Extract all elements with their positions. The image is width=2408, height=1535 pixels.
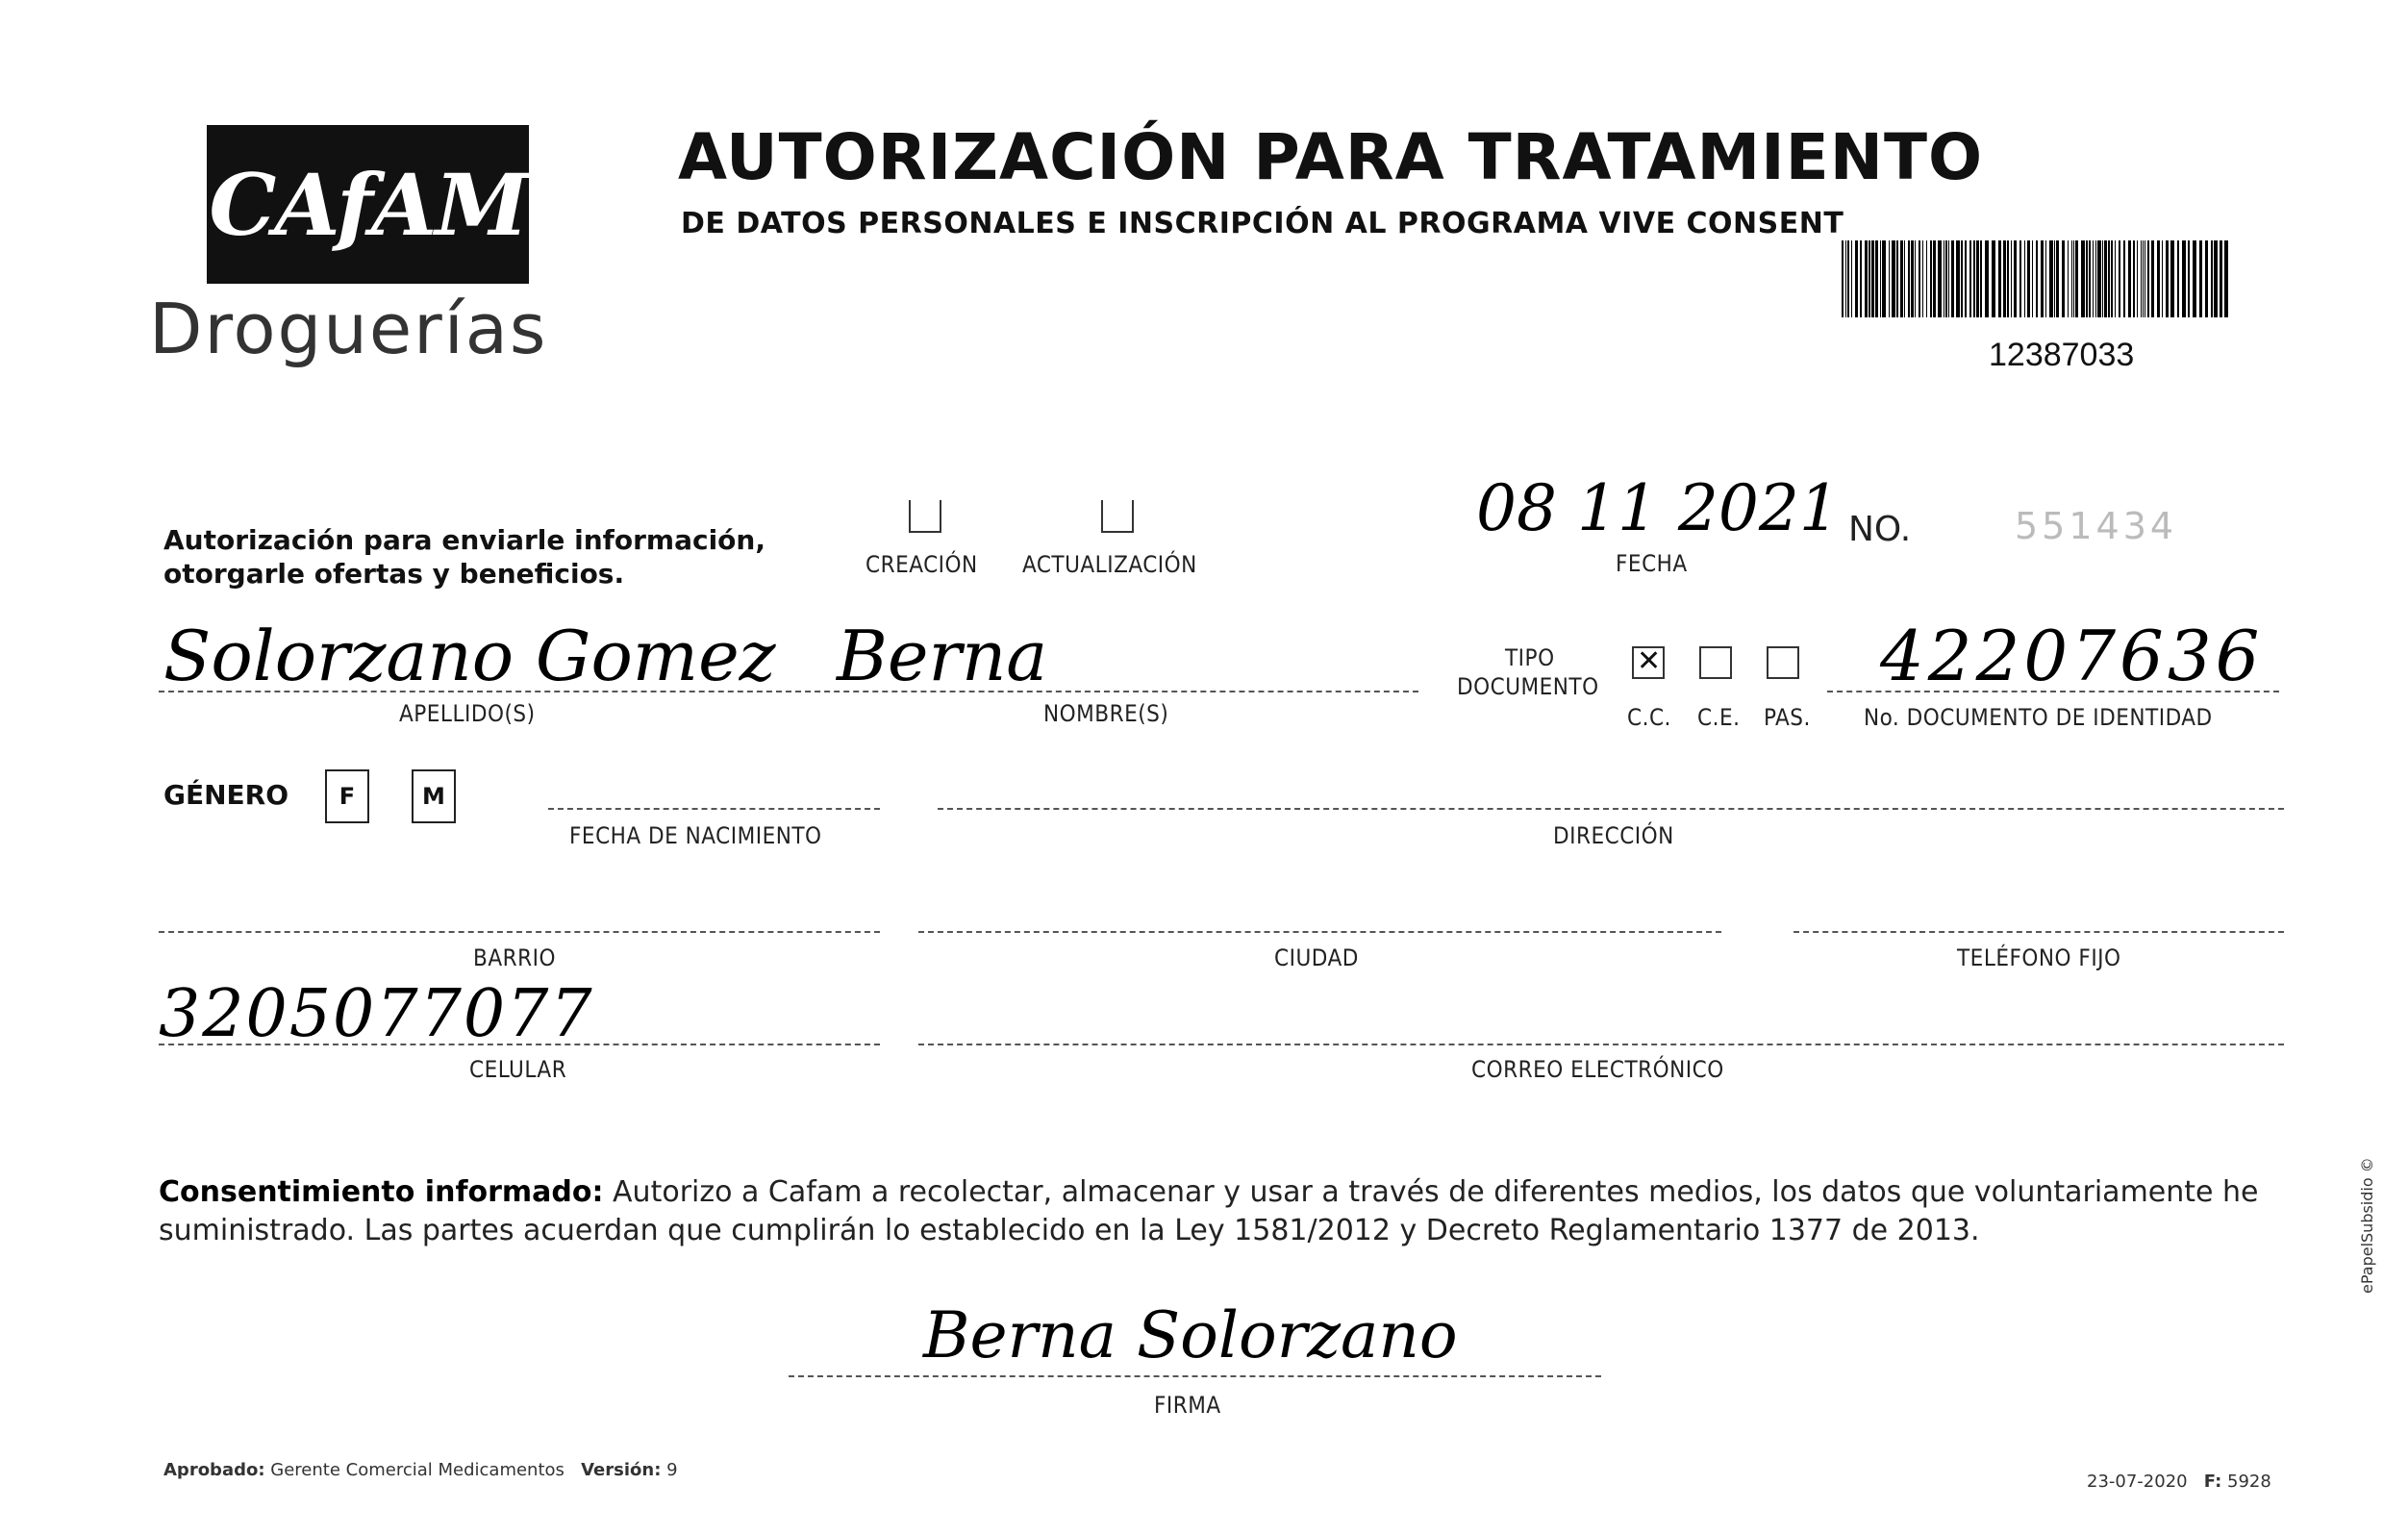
telefono-line — [1793, 931, 2284, 933]
footer-approved — [163, 1460, 678, 1480]
direccion-line — [938, 808, 2284, 810]
intro-line-2: otorgarle ofertas y beneficios. — [163, 558, 625, 590]
no-label: NO. — [1848, 510, 1912, 549]
direccion-label: DIRECCIÓN — [1553, 822, 1674, 849]
genero-f-box[interactable]: F — [325, 769, 369, 823]
signature[interactable]: Berna Solorzano — [923, 1298, 1458, 1372]
cc-checkbox[interactable] — [1632, 646, 1665, 679]
documento-number-value[interactable]: 42207636 — [1880, 616, 2264, 696]
firma-label: FIRMA — [1154, 1392, 1221, 1419]
cc-label: C.C. — [1627, 704, 1671, 731]
version-value: 9 — [666, 1460, 678, 1480]
no-value: 551434 — [2015, 505, 2178, 547]
side-stamp: ePapelSubsidio © — [2358, 1157, 2376, 1294]
nombres-label: NOMBRE(S) — [1043, 700, 1169, 727]
f-label: F: — [2203, 1472, 2222, 1492]
fecha-value[interactable]: 08 11 2021 — [1476, 471, 1840, 545]
documento-label: DOCUMENTO — [1457, 673, 1599, 700]
ce-checkbox[interactable] — [1699, 646, 1732, 679]
firma-line — [789, 1375, 1601, 1377]
celular-line — [159, 1044, 880, 1045]
genero-label: GÉNERO — [163, 779, 289, 811]
apellidos-value[interactable]: Solorzano Gomez — [163, 616, 776, 696]
genero-m-box[interactable]: M — [412, 769, 456, 823]
fecha-label: FECHA — [1616, 550, 1688, 577]
aprobado-label: Aprobado: — [163, 1460, 265, 1480]
consent-paragraph — [159, 1173, 2298, 1250]
footer-date-code — [2087, 1472, 2271, 1492]
consent-heading: Consentimiento informado: — [159, 1175, 604, 1209]
correo-label: CORREO ELECTRÓNICO — [1471, 1056, 1724, 1083]
celular-label: CELULAR — [469, 1056, 567, 1083]
cafam-logo — [207, 125, 529, 284]
creacion-label: CREACIÓN — [865, 551, 978, 578]
f-value: 5928 — [2227, 1472, 2271, 1492]
form-subtitle: DE DATOS PERSONALES E INSCRIPCIÓN AL PROGRAMA VIVE CONSENT — [681, 207, 1844, 240]
aprobado-value: Gerente Comercial Medicamentos — [270, 1460, 564, 1480]
version-label: Versión: — [581, 1460, 662, 1480]
actualizacion-checkbox[interactable] — [1101, 500, 1134, 533]
ciudad-label: CIUDAD — [1274, 944, 1359, 971]
ce-label: C.E. — [1697, 704, 1741, 731]
barrio-line — [159, 931, 880, 933]
logo-wordmark: CAfAM — [209, 154, 527, 255]
logo-subtitle: Droguerías — [149, 289, 548, 369]
name-underline — [159, 691, 1418, 692]
telefono-label: TELÉFONO FIJO — [1957, 944, 2121, 971]
barcode-number: 12387033 — [1989, 337, 2135, 373]
nombres-value[interactable]: Berna — [837, 616, 1048, 696]
pas-label: PAS. — [1764, 704, 1811, 731]
creacion-checkbox[interactable] — [909, 500, 941, 533]
consent-body: Autorizo a Cafam a recolectar, almacenar y usar a través de diferentes medios, los datos que voluntariamente he suministrado. Las partes acuerdan que cumplirán lo establecido en la Ley 1581/2012 y Decreto Reglamentario 1377 de 2013. — [159, 1175, 2259, 1247]
apellidos-label: APELLIDO(S) — [399, 700, 536, 727]
fecha-nacimiento-line — [548, 808, 880, 810]
barrio-label: BARRIO — [473, 944, 556, 971]
celular-value[interactable]: 3205077077 — [159, 976, 594, 1052]
intro-line-1: Autorización para enviarle información, — [163, 524, 765, 556]
pas-checkbox[interactable] — [1767, 646, 1799, 679]
correo-line — [918, 1044, 2284, 1045]
form-title: AUTORIZACIÓN PARA TRATAMIENTO — [678, 120, 1984, 194]
fecha-nacimiento-label: FECHA DE NACIMIENTO — [569, 822, 822, 849]
ciudad-line — [918, 931, 1721, 933]
barcode — [1842, 240, 2234, 317]
tipo-label: TIPO — [1505, 644, 1555, 671]
footer-date: 23-07-2020 — [2087, 1472, 2188, 1492]
documento-number-label: No. DOCUMENTO DE IDENTIDAD — [1864, 704, 2213, 731]
documento-underline — [1827, 691, 2279, 692]
actualizacion-label: ACTUALIZACIÓN — [1022, 551, 1197, 578]
